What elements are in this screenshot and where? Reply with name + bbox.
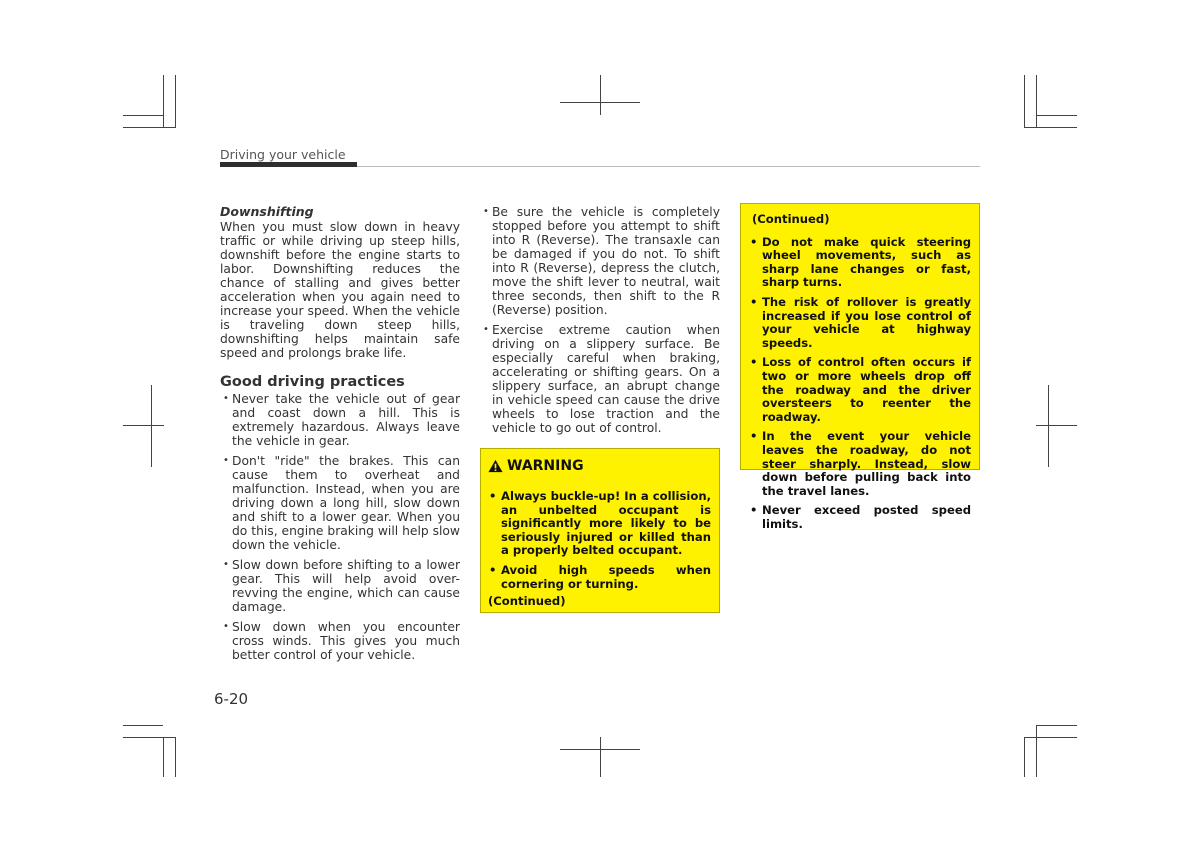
downshifting-paragraph: When you must slow down in heavy traffic or while driving up steep hills, downshift before the engine starts to labor. Downshifting reduces the chance of stalling and gives better acceleration when you again need to increase your speed. When the vehicle is traveling down steep hills, downshifting helps maintain safe speed and prolongs brake life. (220, 220, 460, 360)
crop-mark (175, 737, 176, 777)
crop-mark (1024, 737, 1077, 738)
warning-content (488, 490, 711, 609)
warning-item: • Avoid high speeds when cornering or turning. (488, 564, 711, 591)
continued-label: (Continued) (488, 594, 566, 609)
registration-mark (560, 749, 640, 750)
registration-mark (123, 425, 164, 426)
crop-mark (1036, 115, 1077, 116)
crop-mark (175, 75, 176, 128)
middle-column (480, 205, 720, 441)
crop-mark (123, 737, 175, 738)
warning-item: • Never exceed posted speed limits. (749, 504, 971, 531)
registration-mark (1048, 385, 1049, 467)
header-bar (220, 162, 357, 167)
crop-mark (123, 115, 163, 116)
registration-mark (1036, 425, 1077, 426)
list-item: • Never take the vehicle out of gear and coast down a hill. This is extremely hazardous. Always leave the vehicle in gear. (220, 392, 460, 448)
warning-list (488, 490, 711, 591)
crop-mark (1036, 725, 1077, 726)
practices-heading: Good driving practices (220, 374, 405, 390)
crop-mark (1036, 725, 1037, 777)
registration-mark (560, 102, 640, 103)
warning-item: • In the event your vehicle leaves the roadway, do not steer sharply. Instead, slow down before pulling back into the travel lanes. (749, 430, 971, 498)
warning-list (749, 236, 971, 532)
list-item: • Don't "ride" the brakes. This can cause them to overheat and malfunction. Instead, when you are driving down a long hill, slow down and shift to a lower gear. When you do this, engine braking will help slow down the vehicle. (220, 454, 460, 552)
crop-mark (123, 127, 175, 128)
registration-mark (600, 737, 601, 777)
registration-mark (600, 75, 601, 115)
registration-mark (151, 385, 152, 467)
warning-title-text: WARNING (507, 458, 584, 474)
crop-mark (1024, 127, 1077, 128)
crop-mark (1036, 75, 1037, 128)
warning-item: • Do not make quick steering wheel movements, such as sharp lane changes or fast, sharp turns. (749, 236, 971, 290)
crop-mark (1024, 737, 1025, 777)
downshifting-heading: Downshifting (220, 204, 314, 219)
warning-box (480, 448, 720, 613)
crop-mark (1024, 75, 1025, 128)
list-item: • Slow down before shifting to a lower gear. This will help avoid over-revving the engine, which can cause damage. (220, 558, 460, 614)
list-item: • Be sure the vehicle is completely stopped before you attempt to shift into R (Reverse). The transaxle can be damaged if you do not. To shift into R (Reverse), depress the clutch, move the shift lever to neutral, wait three seconds, then shift to the R (Reverse) position. (480, 205, 720, 317)
page-number: 6-20 (214, 690, 249, 708)
crop-mark (123, 725, 163, 726)
crop-mark (163, 75, 164, 128)
practices-list (220, 392, 460, 662)
warning-box-continued (740, 203, 980, 531)
header-rule (357, 166, 980, 167)
list-item: • Exercise extreme caution when driving on a slippery surface. Be especially careful when braking, accelerating or shifting gears. On a slippery surface, an abrupt change in vehicle speed can cause the drive wheels to lose traction and the vehicle to go out of control. (480, 323, 720, 435)
warning-triangle-icon (488, 459, 503, 473)
warning-item: • The risk of rollover is greatly increased if you lose control of your vehicle at highway speeds. (749, 296, 971, 350)
warning-title (488, 458, 711, 474)
list-item: • Slow down when you encounter cross winds. This gives you much better control of your vehicle. (220, 620, 460, 662)
section-title: Driving your vehicle (220, 147, 346, 162)
warning-content (749, 213, 971, 531)
warning-item: • Always buckle-up! In a collision, an unbelted occupant is significantly more likely to be seriously injured or killed than a properly belted occupant. (488, 490, 711, 558)
crop-mark (163, 737, 164, 777)
middle-list (480, 205, 720, 435)
left-column (220, 205, 460, 668)
continued-heading: (Continued) (752, 212, 830, 226)
warning-item: • Loss of control often occurs if two or more wheels drop off the roadway and the driver oversteers to reenter the roadway. (749, 356, 971, 424)
